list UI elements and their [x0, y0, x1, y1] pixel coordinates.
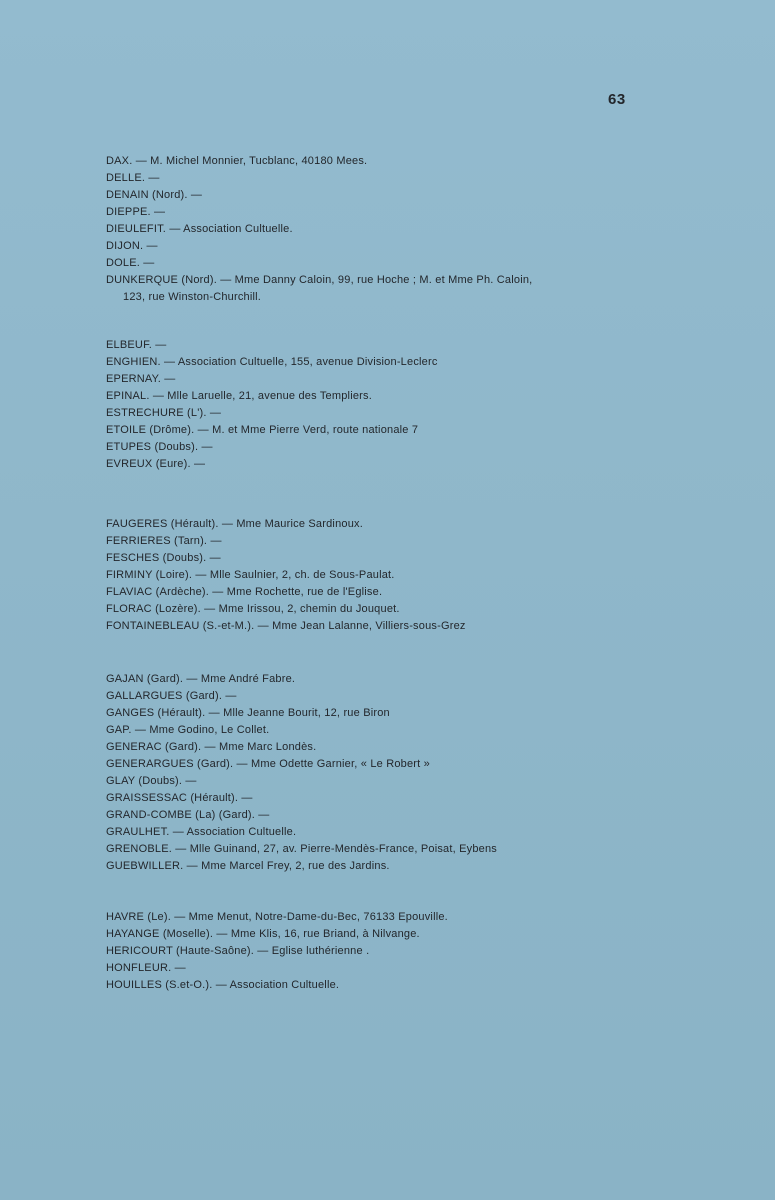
- directory-entry: HERICOURT (Haute-Saône). — Eglise luthérienne .: [106, 945, 370, 957]
- directory-entry: GLAY (Doubs). —: [106, 775, 197, 787]
- directory-entry: HOUILLES (S.et-O.). — Association Cultuelle.: [106, 979, 340, 991]
- directory-entry: FONTAINEBLEAU (S.-et-M.). — Mme Jean Lalanne, Villiers-sous-Grez: [106, 620, 466, 632]
- directory-entry: DELLE. —: [106, 172, 160, 184]
- directory-entry: GRAULHET. — Association Cultuelle.: [106, 826, 297, 838]
- section-d: [106, 153, 666, 306]
- directory-entry: GRAISSESSAC (Hérault). —: [106, 792, 253, 804]
- section-h: [106, 909, 666, 994]
- section-g: [106, 671, 666, 875]
- directory-entry: [106, 272, 666, 306]
- directory-entry: EPINAL. — Mlle Laruelle, 21, avenue des Templiers.: [106, 390, 372, 402]
- directory-entry: GALLARGUES (Gard). —: [106, 690, 237, 702]
- entry-continuation: 123, rue Winston-Churchill.: [123, 291, 262, 303]
- directory-entry: GUEBWILLER. — Mme Marcel Frey, 2, rue des Jardins.: [106, 860, 390, 872]
- page-number: 63: [608, 91, 626, 108]
- directory-entry: FLORAC (Lozère). — Mme Irissou, 2, chemin du Jouquet.: [106, 603, 400, 615]
- directory-entry: DAX. — M. Michel Monnier, Tucblanc, 40180 Mees.: [106, 155, 368, 167]
- directory-entry: HONFLEUR. —: [106, 962, 186, 974]
- directory-entry: FAUGERES (Hérault). — Mme Maurice Sardinoux.: [106, 518, 363, 530]
- directory-entry: DENAIN (Nord). —: [106, 189, 203, 201]
- directory-entry: GANGES (Hérault). — Mlle Jeanne Bourit, 12, rue Biron: [106, 707, 390, 719]
- directory-entry: ETUPES (Doubs). —: [106, 441, 213, 453]
- directory-entry: DIEPPE. —: [106, 206, 166, 218]
- directory-entry: GAP. — Mme Godino, Le Collet.: [106, 724, 270, 736]
- directory-entry: GAJAN (Gard). — Mme André Fabre.: [106, 673, 296, 685]
- directory-entry: ETOILE (Drôme). — M. et Mme Pierre Verd, route nationale 7: [106, 424, 419, 436]
- directory-entry: GRAND-COMBE (La) (Gard). —: [106, 809, 270, 821]
- directory-entry: FERRIERES (Tarn). —: [106, 535, 222, 547]
- directory-entry: HAYANGE (Moselle). — Mme Klis, 16, rue Briand, à Nilvange.: [106, 928, 420, 940]
- directory-entry: ENGHIEN. — Association Cultuelle, 155, avenue Division-Leclerc: [106, 356, 438, 368]
- entry-text: DUNKERQUE (Nord). — Mme Danny Caloin, 99, rue Hoche ; M. et Mme Ph. Caloin,: [106, 274, 533, 286]
- section-e: [106, 337, 666, 473]
- directory-entry: ESTRECHURE (L'). —: [106, 407, 222, 419]
- directory-entry: FESCHES (Doubs). —: [106, 552, 221, 564]
- section-f: [106, 516, 666, 635]
- directory-entry: GRENOBLE. — Mlle Guinand, 27, av. Pierre-Mendès-France, Poisat, Eybens: [106, 843, 498, 855]
- directory-entry: EVREUX (Eure). —: [106, 458, 206, 470]
- directory-entry: FLAVIAC (Ardèche). — Mme Rochette, rue de l'Eglise.: [106, 586, 383, 598]
- directory-entry: DOLE. —: [106, 257, 155, 269]
- directory-entry: HAVRE (Le). — Mme Menut, Notre-Dame-du-Bec, 76133 Epouville.: [106, 911, 448, 923]
- directory-entry: DIJON. —: [106, 240, 158, 252]
- directory-entry: ELBEUF. —: [106, 339, 167, 351]
- directory-entry: GENERAC (Gard). — Mme Marc Londès.: [106, 741, 317, 753]
- directory-entry: FIRMINY (Loire). — Mlle Saulnier, 2, ch. de Sous-Paulat.: [106, 569, 395, 581]
- directory-entry: EPERNAY. —: [106, 373, 176, 385]
- directory-entry: DIEULEFIT. — Association Cultuelle.: [106, 223, 293, 235]
- directory-entry: GENERARGUES (Gard). — Mme Odette Garnier, « Le Robert »: [106, 758, 430, 770]
